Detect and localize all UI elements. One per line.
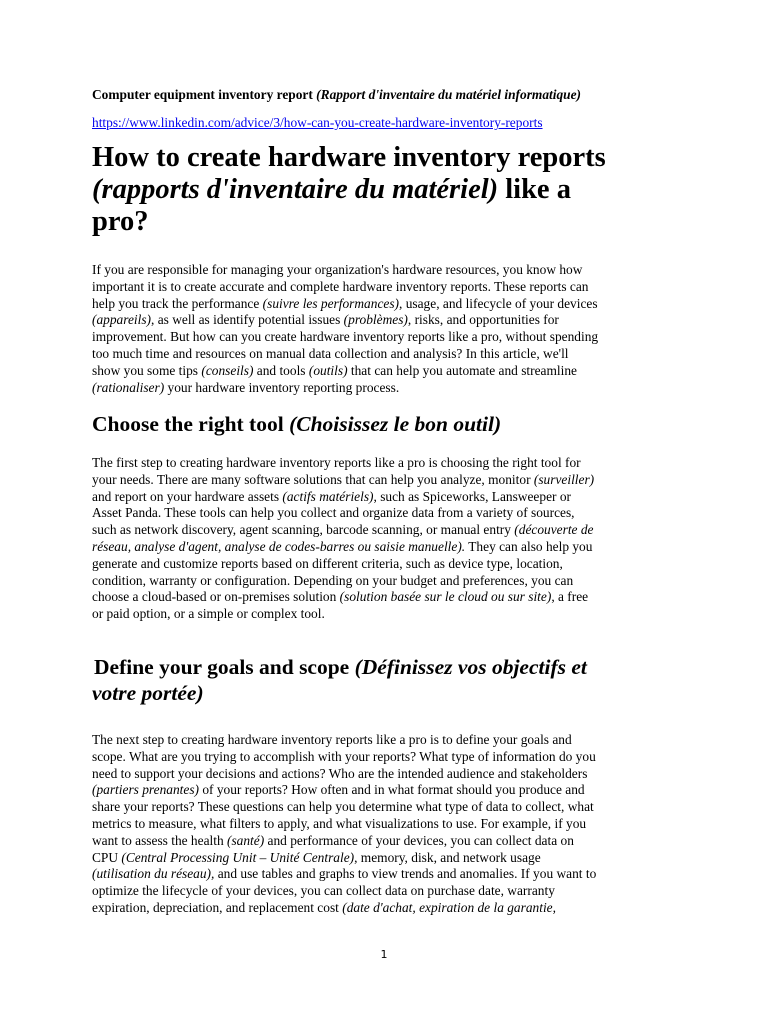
section2-paragraph: The next step to creating hardware inventory reports like a pro is to define your goals and scope. What are you trying to accomplish with your reports? What type of information do you need to support your decisions and actions? Who are the intended audience and stakeholders (partiers prenantes) of your reports? How often and in what format should you produce and share your reports? These questions can help you determine what type of data to collect, what metrics to measure, what filters to apply, and what visualizations to use. For example, if you want to assess the health (santé) and performance of your devices, you can collect data on CPU (Central Processing Unit – Unité Centrale), memory, disk, and network usage (utilisation du réseau), and use tables and graphs to view trends and anomalies. If you want to optimize the lifecycle of your devices, you can collect data on purchase date, warranty expiration, depreciation, and replacement cost (date d'achat, expiration de la garantie, (92, 732, 597, 915)
source-link[interactable]: https://www.linkedin.com/advice/3/how-can-you-create-hardware-inventory-reports (92, 115, 543, 130)
header-title-en: Computer equipment inventory report (92, 87, 313, 102)
document-header (92, 86, 732, 103)
intro-paragraph: If you are responsible for managing your organization's hardware resources, you know how important it is to create accurate and complete hardware inventory reports. These reports can help you track the performance (suivre les performances), usage, and lifecycle of your devices (appareils), as well as identify potential issues (problèmes), risks, and opportunities for improvement. But how can you create hardware inventory reports like a pro, without spending too much time and resources on manual data collection and analysis? In this article, we'll show you some tips (conseils) and tools (outils) that can help you automate and streamline (rationaliser) your hardware inventory reporting process. (92, 262, 599, 395)
article-title: How to create hardware inventory reports (rapports d'inventaire du matériel) like a pro? (92, 142, 606, 237)
header-title-fr: (Rapport d'inventaire du matériel informatique) (316, 87, 582, 102)
section-heading-choose-tool: Choose the right tool (Choisissez le bon outil) (92, 412, 502, 436)
section1-paragraph: The first step to creating hardware inventory reports like a pro is choosing the right tool for your needs. There are many software solutions that can help you analyze, monitor (surveiller) and report on your hardware assets (actifs matériels), such as Spiceworks, Lansweeper or Asset Panda. These tools can help you collect and organize data from a variety of sources, such as network discovery, agent scanning, barcode scanning, or manual entry (découverte de réseau, analyse d'agent, analyse de codes-barres ou saisie manuelle). They can also help you generate and customize reports based on different criteria, such as device type, location, condition, warranty or configuration. Depending on your budget and preferences, you can choose a cloud-based or on-premises solution (solution basée sur le cloud ou sur site), a free or paid option, or a simple or complex tool. (92, 455, 595, 622)
section-heading-define-goals: Define your goals and scope (Définissez vos objectifs et votre portée) (92, 655, 587, 705)
page-number: 1 (380, 948, 388, 961)
